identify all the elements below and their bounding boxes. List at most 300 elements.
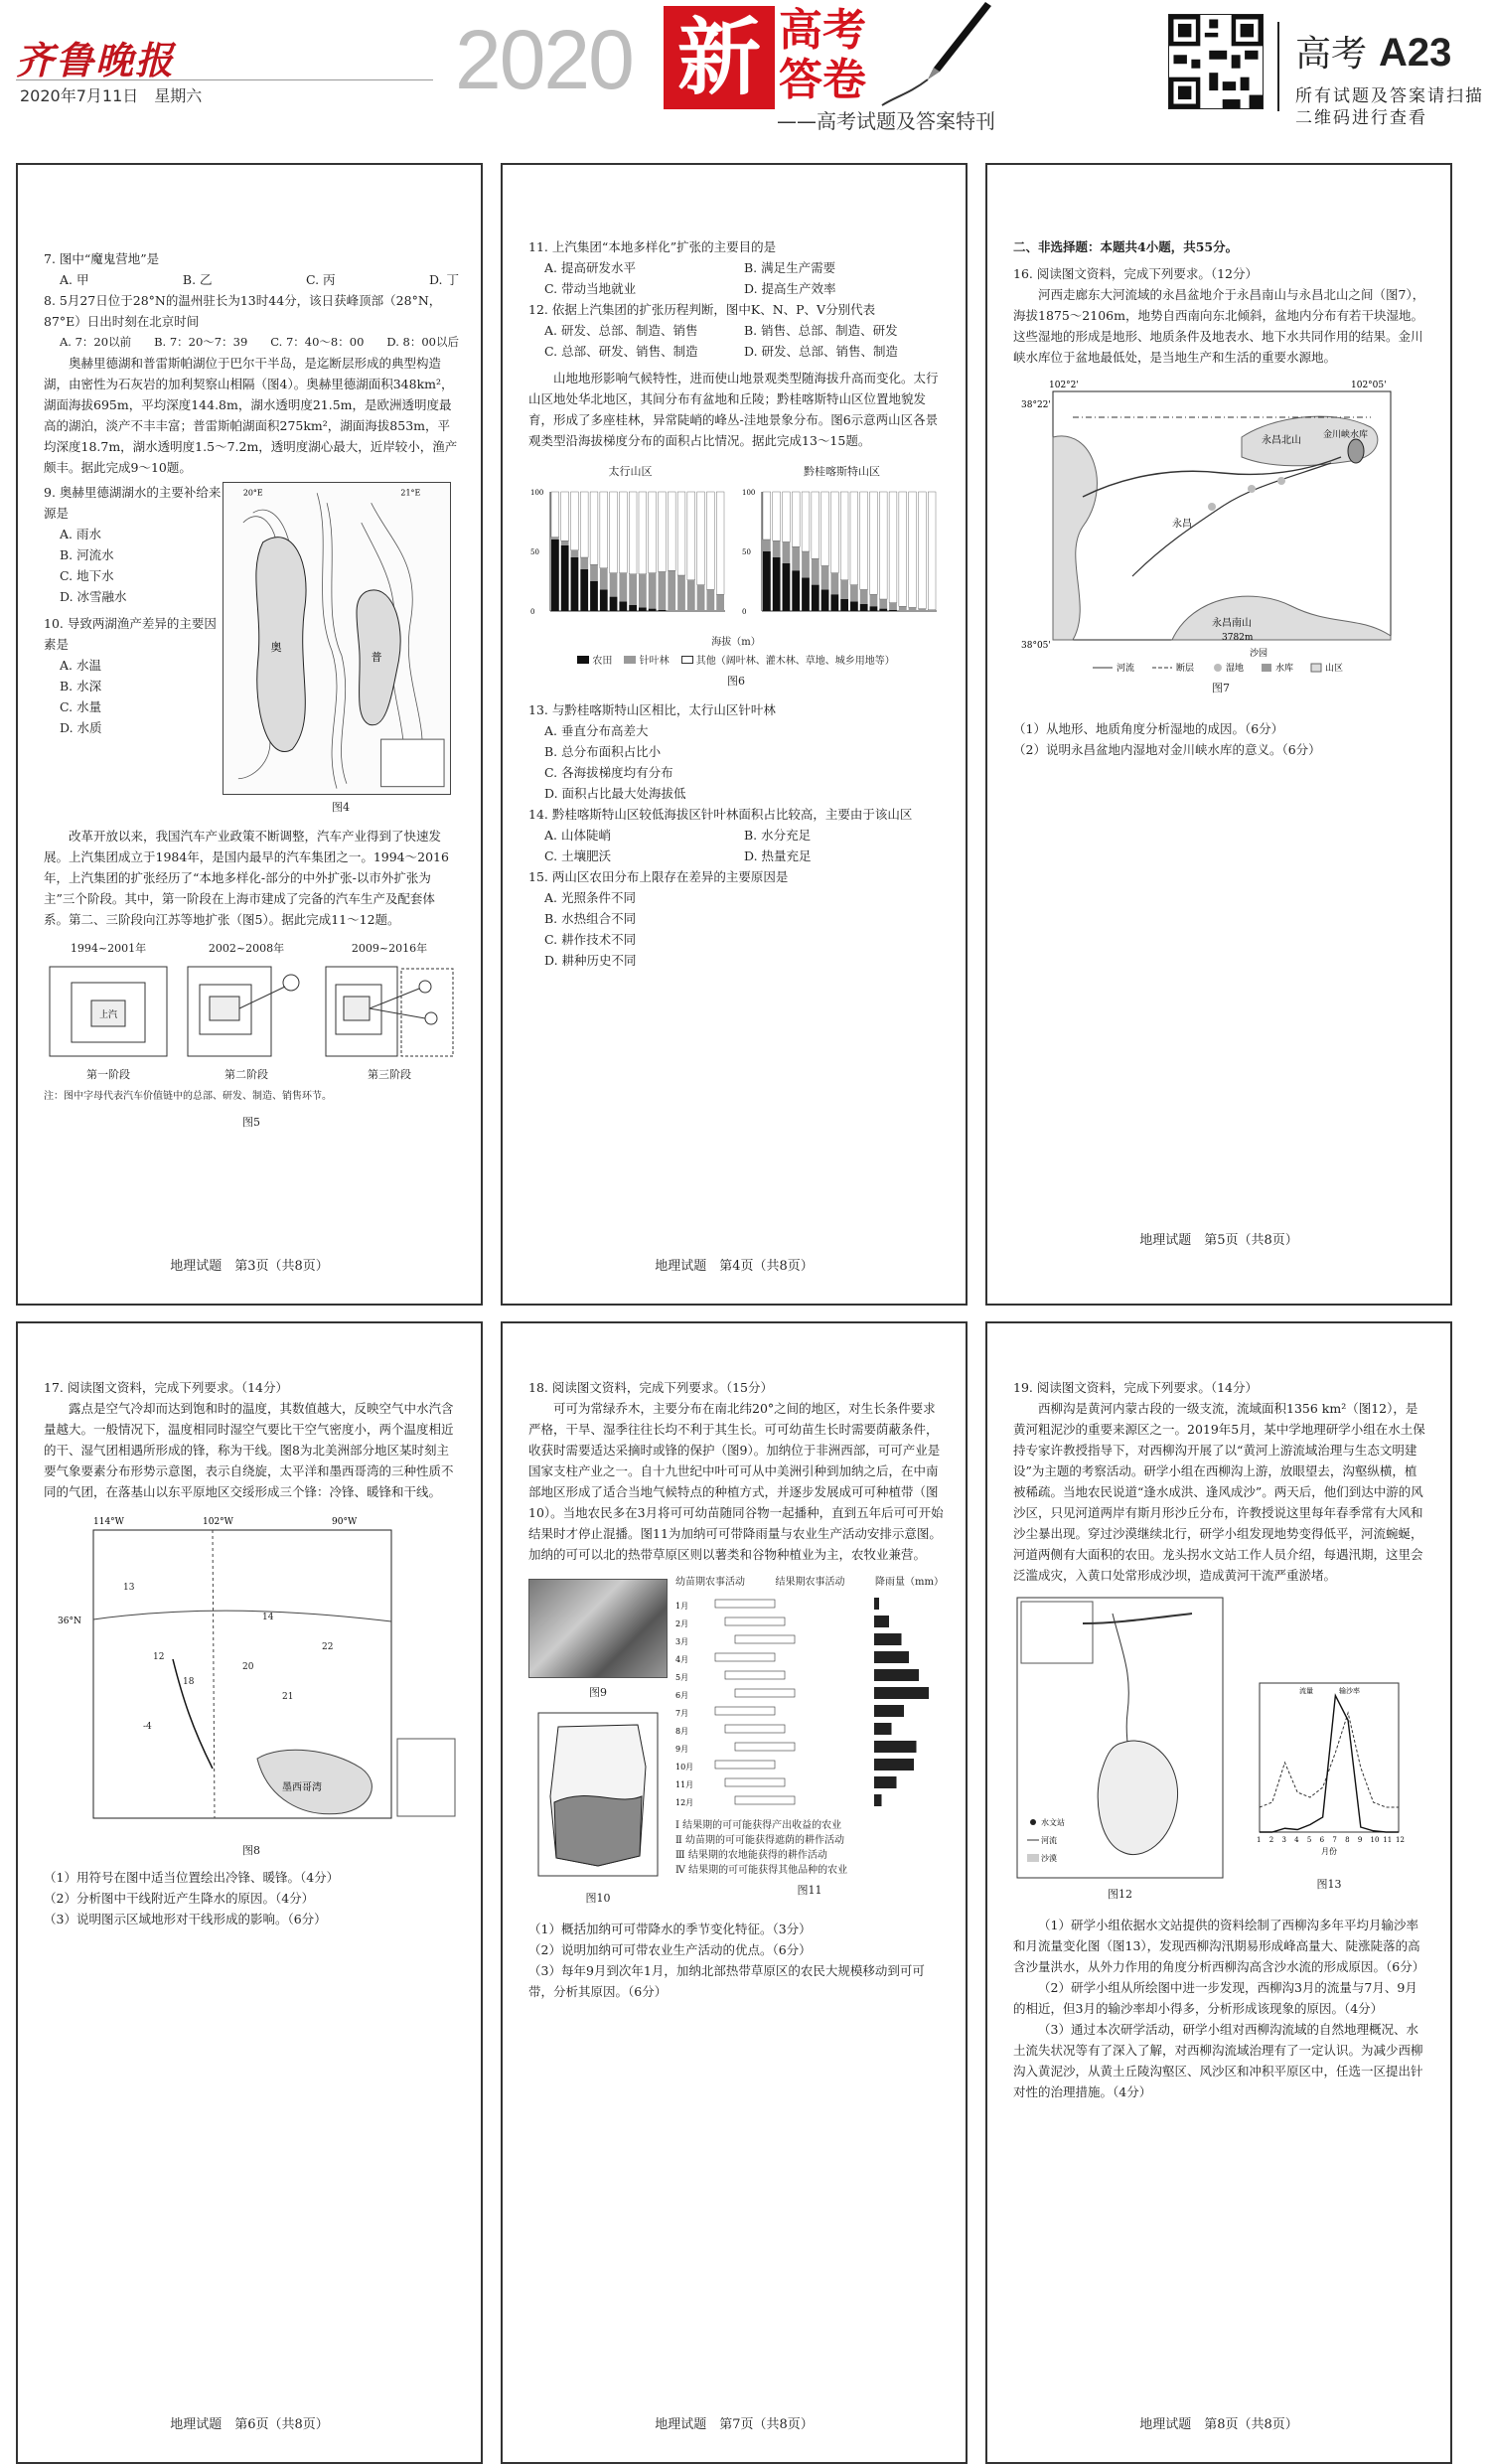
bar-farmland	[821, 589, 829, 611]
activity-bar	[735, 1635, 795, 1643]
month-label: 7月	[675, 1709, 689, 1718]
q7-options: A. 甲 B. 乙 C. 丙 D. 丁	[60, 272, 459, 287]
bar-group	[649, 492, 657, 611]
question-8: 8. 5月27日位于28°N的温州驻长为13时44分，该日获峰顶部（28°N，87°E）日出时刻在北京时间	[44, 293, 442, 329]
fig11-caption: 图11	[797, 1884, 822, 1897]
bar-other	[677, 492, 685, 575]
bar-group	[830, 492, 838, 611]
bar-group	[629, 492, 637, 611]
month-label: 9月	[675, 1745, 689, 1754]
question-15: 15. 两山区农田分布上限存在差异的主要原因是	[528, 869, 789, 884]
bar-other	[860, 492, 868, 589]
north-america-weather-map	[44, 1510, 459, 1838]
fig6-legend: 农田 针叶林 其他（阔叶林、灌木林、草地、城乡用地等）	[528, 654, 944, 669]
bar-group	[619, 492, 627, 611]
svg-text:13: 13	[123, 1583, 135, 1593]
newspaper-header	[0, 0, 1490, 139]
fig6-charts	[528, 459, 944, 635]
svg-text:38°05': 38°05'	[1021, 641, 1051, 651]
bar-other	[840, 492, 848, 580]
month-label: 3月	[675, 1637, 689, 1646]
bar-conifer	[659, 571, 667, 609]
page-7-footer: 地理试题 第7页（共8页）	[655, 2417, 814, 2432]
month-label: 5月	[675, 1673, 689, 1682]
bar-group	[850, 492, 858, 611]
bar-group	[909, 492, 917, 611]
svg-text:102°2': 102°2'	[1049, 381, 1079, 390]
q17-sub1: （1）用符号在图中适当位置绘出冷锋、暖锋。（4分）	[44, 1870, 340, 1885]
page-3-footer: 地理试题 第3页（共8页）	[170, 1259, 329, 1274]
bar-conifer	[697, 585, 705, 611]
bar-group	[590, 492, 598, 611]
q18-sub3: （3）每年9月到次年1月，加纳北部热带草原区的农民大规模移动到可可带，分析其原因。（6分）	[528, 1963, 925, 1999]
rainfall-bar	[874, 1633, 902, 1645]
bar-farmland	[812, 585, 820, 611]
fig5-note: 注：图中字母代表汽车价值链中的总部、研发、制造、销售环节。	[44, 1091, 332, 1102]
bar-group	[879, 492, 887, 611]
bar-conifer	[677, 575, 685, 611]
bar-group	[551, 492, 559, 611]
bar-conifer	[850, 585, 858, 602]
bar-other	[792, 492, 800, 546]
lead-11-12: 改革开放以来，我国汽车产业政策不断调整，汽车产业得到了快速发展。上汽集团成立于1984年，是国内最早的汽车集团之一。1994～2016年，上汽集团的扩张经历了“本地多样化-部分的中外扩张-以市外扩张为主”三个阶段。其中，第一阶段在上海市建成了完备的汽车生产及配套体系。第二、三阶段向江苏等地扩张（图5）。据此完成11～12题。	[44, 829, 449, 927]
bar-other	[610, 492, 618, 573]
bar-other	[870, 492, 878, 594]
bar-group	[580, 492, 588, 611]
bar-conifer	[909, 607, 917, 611]
bar-conifer	[899, 606, 907, 611]
section-nonchoice: 二、非选择题：本题共4小题，共55分。	[1013, 239, 1239, 254]
exam-page-4: 11. 上汽集团“本地多样化”扩张的主要目的是 A. 提高研发水平 B. 满足生产需要 C. 带动当地就业 D. 提高生产效率 12. 依据上汽集团的扩张历程判断，图中K、N、P、V分别代表 A. 研发、总部、制造、销售 B. 销售、总部、制造、研发 C. 总部、研发、销售、制造 D. 研发、总部、销售、制造 山地地形影响气候特性，进而使山地景观类型随海拔升高而变化。太行山区地处华北地区，其间分布有盆地和丘陵；黔桂喀斯特山区位置地貌发育，形成了多座桂林，异常陡峭的峰丛-洼地景象分布。图6示意两山区各景观类型沿海拔梯度分布的面积占比情况。据此完成13～15题。 太行山区 0 50 100 黔桂喀斯特山区 0 50 100 海拔（m） 农田 针叶林 其他（阔叶林、灌木林、草地、城乡用地等） 图6 13. 与黔桂喀斯特山区相比，太行山区针叶林 A. 垂直分布高差大 B. 总分布面积占比小 C. 各海拔梯度均有分布 D. 面积占比最大处海拔低 14. 黔桂喀斯特山区较低海拔区针叶林面积占比较高，主要由于该山区 A. 山体陡峭 B. 水分充足 C. 土壤肥沃 D. 热量充足 15. 两山区农田分布上限存在差异的主要原因是 A. 光照条件不同 B. 水热组合不同 C. 耕作技术不同 D. 耕种历史不同 地理试题 第4页（共8页）	[501, 163, 968, 1306]
svg-text:断层: 断层	[1176, 664, 1195, 674]
karst-bar-chart	[740, 486, 944, 635]
bar-group	[928, 492, 936, 611]
rainfall-bar	[874, 1794, 882, 1806]
bar-conifer	[687, 580, 695, 611]
bar-farmland	[850, 601, 858, 611]
page-8-footer: 地理试题 第8页（共8页）	[1139, 2417, 1298, 2432]
svg-text:普: 普	[371, 650, 382, 664]
month-label: 1月	[675, 1602, 689, 1611]
month-tick: 12	[1396, 1836, 1405, 1844]
rainfall-bar	[874, 1669, 919, 1681]
q8-options: A. 7：20以前 B. 7：20～7：39 C. 7：40～8：00 D. 8：00以后	[60, 335, 459, 349]
activity-bar	[735, 1689, 795, 1697]
bar-other	[706, 492, 714, 589]
q19-sub1: （1）研学小组依据水文站提供的资料绘制了西柳沟多年平均月输沙率和月流量变化图（图13），发现西柳沟汛期易形成峰高量大、陡涨陡落的高含沙量洪水，从外力作用的角度分析西柳沟高含沙水流的形成原因。（6分）	[1013, 1918, 1425, 1974]
q19-sub3: （3）通过本次研学活动，研学小组对西柳沟流域的自然地理概况、水土流失状况等有了深入了解，对西柳沟流域治理有了一定认识。为减少西柳沟入黄泥沙，从黄土丘陵沟壑区、风沙区和冲积平原区中，任选一区提出针对性的治理措施。（4分）	[1013, 2022, 1423, 2099]
bar-farmland	[600, 589, 608, 611]
svg-text:20: 20	[242, 1662, 254, 1672]
bar-other	[551, 492, 559, 538]
bar-conifer	[600, 568, 608, 590]
month-tick: 2	[1268, 1836, 1274, 1844]
bar-group	[821, 492, 829, 611]
svg-text:3782m: 3782m	[1222, 633, 1254, 643]
cocoa-photo	[528, 1579, 668, 1678]
bar-conifer	[821, 565, 829, 589]
taihang-bar-chart	[528, 486, 732, 635]
fig4-caption: 图4	[332, 801, 350, 814]
bar-farmland	[639, 607, 647, 611]
stage-2-diagram	[182, 963, 311, 1062]
fig11-legend: Ⅰ 结果期的可可能获得产出收益的农业 Ⅱ 幼苗期的可可能获得遮荫的耕作活动 Ⅲ 结果期的农地能获得的耕作活动 Ⅳ 结果期的可可能获得其他品种的农业	[675, 1820, 848, 1876]
svg-text:12: 12	[153, 1652, 165, 1662]
bar-other	[649, 492, 657, 573]
bar-farmland	[860, 604, 868, 611]
bar-other	[928, 492, 936, 610]
bar-other	[561, 492, 569, 540]
q16-sub2: （2）说明永昌盆地内湿地对金川峡水库的意义。（6分）	[1013, 742, 1321, 757]
q16-sub1: （1）从地形、地质角度分析湿地的成因。（6分）	[1013, 721, 1284, 736]
bar-other	[629, 492, 637, 574]
gkda-line-1: 高考	[779, 5, 866, 56]
chart-title-karst: 黔桂喀斯特山区	[804, 465, 880, 478]
rainfall-bar	[874, 1598, 879, 1610]
bar-farmland	[580, 569, 588, 611]
activity-bar	[715, 1600, 775, 1608]
svg-text:21°E: 21°E	[400, 488, 421, 498]
svg-text:水文站: 水文站	[1041, 1818, 1065, 1827]
ghana-rainfall-chart	[675, 1590, 944, 1818]
svg-text:奥: 奥	[270, 640, 282, 654]
month-tick: 8	[1345, 1836, 1350, 1844]
yongchang-basin-map	[1013, 378, 1428, 676]
bar-conifer	[889, 603, 897, 610]
page-5-footer: 地理试题 第5页（共8页）	[1139, 1233, 1298, 1248]
month-tick: 7	[1332, 1836, 1337, 1844]
bar-other	[802, 492, 810, 551]
svg-text:100: 100	[742, 489, 756, 497]
bar-conifer	[840, 580, 848, 599]
rainfall-bar	[874, 1687, 929, 1699]
legend-sediment: 输沙率	[1339, 1687, 1360, 1695]
bar-conifer	[619, 573, 627, 602]
lead-16: 河西走廊东大河流域的永昌盆地介于永昌南山与永昌北山之间（图7），海拔1875～2106m，地势自西南向东北倾斜，盆地内分布有若干块湿地。这些湿地的形成是地形、地质条件及地表水、地下水共同作用的结果。金川峡水库位于盆地最低处，是当地生产和生活的重要水源地。	[1013, 287, 1425, 365]
stage-1-diagram	[44, 963, 173, 1062]
activity-bar	[725, 1725, 785, 1733]
bar-conifer	[561, 540, 569, 545]
svg-text:0: 0	[530, 608, 535, 616]
stage-3-diagram	[320, 963, 459, 1062]
q17-sub2: （2）分析图中干线附近产生降水的原因。（4分）	[44, 1891, 315, 1906]
header-year: 2020	[455, 13, 633, 106]
lead-18: 可可为常绿乔木，主要分布在南北纬20°之间的地区，对生长条件要求严格，干旱、湿季往往长均不利于其生长。可可幼苗生长时需要荫蔽条件，收获时需要适达采摘时或锋的保护（图9）。加纳位于非洲西部，可可产业是国家支柱产业之一。自十九世纪中叶可可从中美洲引种到加纳之后，在中南部地区形成了适合当地气候特点的种植方式，并逐步发展成可可种植带（图10）。当地农民多在3月将可可幼苗随同谷物一起播种，直到五年后可可开始结果时才停止混播。图11为加纳可可带降雨量与农业生产活动安排示意图。加纳的可可以北的热带草原区则以薯类和谷物种植业为主，农牧业兼营。	[528, 1401, 944, 1562]
bar-other	[830, 492, 838, 573]
svg-text:20°E: 20°E	[242, 488, 263, 498]
svg-text:河流: 河流	[1117, 664, 1135, 674]
svg-text:墨西哥湾: 墨西哥湾	[282, 1782, 322, 1793]
svg-text:-4: -4	[143, 1722, 152, 1732]
bar-conifer	[812, 558, 820, 584]
svg-text:38°22': 38°22'	[1021, 400, 1051, 410]
bar-other	[580, 492, 588, 557]
bar-other	[889, 492, 897, 603]
bar-group	[610, 492, 618, 611]
exam-page-3: 7. 图中“魔鬼营地”是 A. 甲 B. 乙 C. 丙 D. 丁 8. 5月27日位于28°N的温州驻长为13时44分，该日获峰顶部（28°N，87°E）日出时刻在北京时间 A. 7：20以前 B. 7：20～7：39 C. 7：40～8：00 D. 8：00以后 奥赫里德湖和普雷斯帕湖位于巴尔干半岛，是迄断层形成的典型构造湖，由密性为石灰岩的加利契察山相隔（图4）。奥赫里德湖面积348km²，湖面海拔695m，平均深度144.8m，湖水透明度21.5m，是欧洲透明度最高的湖泊，淡产不丰丰富；普雷斯帕湖面积275km²，湖面海拔853m，平均深度18.7m，湖水透明度1.5～7.2m，透明度湖心最大，近岸较小，渔产颇丰。据此完成9～10题。 9. 奥赫里德湖湖水的主要补给来源是 A. 雨水 B. 河流水 C. 地下水 D. 冰雪融水 10. 导致两湖渔产差异的主要因素是 A. 水温 B. 水深 C. 水量 D. 水质 奥 普 20°E 21°E 图4 改革开放以来，我国汽车产业政策不断调整，汽车产业得到了快速发展。上汽集团成立于1984年，是国内最早的汽车集团之一。1994～2016年，上汽集团的扩张经历了“本地多样化-部分的中外扩张-以市外扩张为主”三个阶段。其中，第一阶段在上海市建成了完备的汽车生产及配套体系。第二、三阶段向江苏等地扩张（图5）。据此完成11～12题。 1994~2001年 上汽 第一阶段 2002~2008年 第二阶段 2009~2016年 第三阶段 注：图中字母代表汽车价值链中的总部、研发、制造、销售环节。 图5 地理试题 第3页（共8页）	[16, 163, 483, 1306]
fig6-xlabel: 海拔（m）	[711, 637, 761, 648]
month-tick: 6	[1319, 1836, 1325, 1844]
bar-other	[909, 492, 917, 607]
activity-bar	[735, 1743, 795, 1751]
lead-19: 西柳沟是黄河内蒙古段的一级支流，流域面积1356 km²（图12），是黄河粗泥沙的重要来源区之一。2019年5月，某中学地理研学小组在水土保持专家许教授指导下，对西柳沟开展了以“黄河上游流域治理与生态文明建设”为主题的考察活动。研学小组在西柳沟上游，放眼望去，沟壑纵横，植被稀疏。当地农民说道“逢水成洪、逢风成沙”。两天后，他们到达中游的风沙区，只见河道两岸有斯月形沙丘分布，许教授说这里每年春季常有大风和沙尘暴出现。穿过沙漠继续北行，研学小组发现地势变得低平，河流蜿蜒，河道两侧有大面积的农田。龙头拐水文站工作人员介绍，每遇汛期，这里会泛滥成灾，入黄口处常形成沙坝，造成黄河干流严重淤堵。	[1013, 1401, 1425, 1583]
svg-text:102°05': 102°05'	[1351, 381, 1387, 390]
activity-bar	[735, 1796, 795, 1804]
bar-farmland	[792, 570, 800, 611]
month-label: 11月	[675, 1780, 694, 1789]
bar-conifer	[629, 574, 637, 605]
q19-sub2: （2）研学小组从所绘图中进一步发现，西柳沟3月的流量与7月、9月的相近，但3月的输沙率却小得多，分析形成该现象的原因。（4分）	[1013, 1980, 1417, 2016]
rainfall-bar	[874, 1723, 892, 1735]
exam-page-6	[16, 1321, 483, 2464]
bar-farmland	[783, 563, 791, 611]
sediment-line	[1260, 1696, 1399, 1833]
bar-other	[773, 492, 781, 540]
bar-group	[706, 492, 714, 611]
xiliugou-flow-sediment-chart	[1230, 1673, 1428, 1872]
question-7: 7. 图中“魔鬼营地”是	[44, 251, 160, 266]
lake-map-figure	[223, 482, 451, 795]
bar-group	[716, 492, 724, 611]
bar-other	[850, 492, 858, 585]
month-tick: 4	[1294, 1836, 1299, 1844]
legend-flow: 流量	[1299, 1687, 1313, 1695]
bar-conifer	[802, 551, 810, 577]
month-label: 2月	[675, 1619, 689, 1628]
bar-other	[571, 492, 579, 550]
header-gaokao-dajuan	[779, 6, 882, 109]
bar-farmland	[773, 557, 781, 611]
ghana-map	[528, 1707, 668, 1886]
bar-farmland	[763, 551, 771, 611]
rainfall-bar	[874, 1759, 914, 1771]
svg-text:50: 50	[530, 548, 539, 556]
bar-group	[687, 492, 695, 611]
svg-text:114°W: 114°W	[93, 1517, 124, 1527]
bar-group	[763, 492, 771, 611]
exam-page-7: 18. 阅读图文资料，完成下列要求。（15分） 可可为常绿乔木，主要分布在南北纬20°之间的地区，对生长条件要求严格，干旱、湿季往往长均不利于其生长。可可幼苗生长时需要荫蔽条件，收获时需要适达采摘时或锋的保护（图9）。加纳位于非洲西部，可可产业是国家支柱产业之一。自十九世纪中叶可可从中美洲引种到加纳之后，在中南部地区形成了适合当地气候特点的种植方式，并逐步发展成可可种植带（图10）。当地农民多在3月将可可幼苗随同谷物一起播种，直到五年后可可开始结果时才停止混播。图11为加纳可可带降雨量与农业生产活动安排示意图。加纳的可可以北的热带草原区则以薯类和谷物种植业为主，农牧业兼营。 图9 图10 幼苗期农事活动 结果期农事活动 降雨量（mm） 1月 2月 3月 4月 5月 6月 7月 8月 9月 10月 11月 12月 Ⅰ 结果期的可可能获得产出收益的农业 Ⅱ 幼苗期的可可能获得遮荫的耕作活动 Ⅲ 结果期的农地能获得的耕作活动 Ⅳ 结果期的可可能获得其他品种的农业 图11 （1）概括加纳可可带降水的季节变化特征。（3分） （2）说明加纳可可带农业生产活动的优点。（6分） （3）每年9月到次年1月，加纳北部热带草原区的农民大规模移动到可可带，分析其原因。（6分） 地理试题 第7页（共8页）	[501, 1321, 968, 2464]
month-label: 10月	[675, 1763, 694, 1771]
bar-conifer	[649, 573, 657, 609]
newspaper-logo: 齐鲁晚报	[16, 38, 176, 82]
header-vertical-rule	[1277, 22, 1279, 111]
month-tick: 5	[1306, 1836, 1312, 1844]
q18-sub2: （2）说明加纳可可带农业生产活动的优点。（6分）	[528, 1942, 812, 1957]
activity-bar	[715, 1653, 775, 1661]
gkda-line-2: 答卷	[779, 55, 866, 105]
fig9-caption: 图9	[589, 1686, 607, 1699]
bar-conifer	[668, 570, 675, 611]
activity-bar	[725, 1671, 785, 1679]
lead-17: 露点是空气冷却而达到饱和时的温度，其数值越大，反映空气中水汽含量越大。一般情况下，温度相同时湿空气要比干空气密度小，两个温度相近的干、湿气团相遇所形成的锋，称为干线。图8为北美洲部分地区某时刻主要气象要素分布形势示意图，表示自绕旋，太平洋和墨西哥湾的三种性质不同的气团，在落基山以东平原地区交绥形成三个锋：冷锋、暖锋和干线。	[44, 1401, 454, 1499]
q17-sub3: （3）说明图示区域地形对干线形成的影响。（6分）	[44, 1912, 327, 1926]
bar-group	[668, 492, 675, 611]
bar-farmland	[879, 609, 887, 611]
bar-conifer	[918, 609, 926, 611]
bar-group	[889, 492, 897, 611]
bar-conifer	[706, 589, 714, 611]
question-9: 9. 奥赫里德湖湖水的主要补给来源是	[44, 485, 222, 521]
bar-other	[918, 492, 926, 609]
svg-text:金川峡水库: 金川峡水库	[1323, 430, 1369, 440]
bar-group	[697, 492, 705, 611]
svg-text:0: 0	[742, 608, 747, 616]
bar-group	[773, 492, 781, 611]
question-10: 10. 导致两湖渔产差异的主要因素是	[44, 616, 217, 652]
header-xin-block: 新	[664, 6, 775, 109]
bar-group	[600, 492, 608, 611]
svg-text:50: 50	[742, 548, 751, 556]
bar-group	[802, 492, 810, 611]
bar-farmland	[830, 594, 838, 611]
bar-farmland	[840, 599, 848, 611]
issue-date: 2020年7月11日 星期六	[20, 86, 203, 105]
svg-text:22: 22	[322, 1642, 334, 1652]
bar-group	[659, 492, 667, 611]
svg-text:永昌北山: 永昌北山	[1262, 435, 1301, 446]
month-tick: 11	[1383, 1836, 1393, 1844]
bar-group	[840, 492, 848, 611]
bar-conifer	[571, 550, 579, 557]
page-number: A23	[1379, 31, 1452, 75]
svg-text:永昌南山: 永昌南山	[1212, 618, 1252, 629]
bar-group	[571, 492, 579, 611]
svg-text:永昌: 永昌	[1172, 519, 1192, 530]
bar-other	[763, 492, 771, 539]
bar-farmland	[619, 601, 627, 611]
activity-bar	[725, 1617, 785, 1625]
bar-conifer	[830, 573, 838, 595]
bar-farmland	[610, 597, 618, 611]
bar-farmland	[870, 606, 878, 611]
bar-group	[918, 492, 926, 611]
bar-other	[716, 492, 724, 594]
bar-group	[561, 492, 569, 611]
bar-group	[870, 492, 878, 611]
fig5-caption: 图5	[242, 1116, 260, 1129]
bar-other	[668, 492, 675, 570]
bar-other	[659, 492, 667, 571]
question-19: 19. 阅读图文资料，完成下列要求。（14分）	[1013, 1380, 1259, 1395]
bar-conifer	[610, 573, 618, 597]
svg-text:14: 14	[262, 1613, 274, 1622]
month-label: 6月	[675, 1691, 689, 1700]
bar-farmland	[659, 610, 667, 611]
month-label: 8月	[675, 1727, 689, 1736]
bar-conifer	[716, 594, 724, 611]
bar-conifer	[580, 557, 588, 569]
bar-other	[812, 492, 820, 558]
bar-other	[639, 492, 647, 574]
rainfall-bar	[874, 1705, 904, 1717]
month-tick: 9	[1357, 1836, 1363, 1844]
bar-conifer	[792, 546, 800, 570]
month-tick: 1	[1257, 1836, 1262, 1844]
question-12: 12. 依据上汽集团的扩张历程判断，图中K、N、P、V分别代表	[528, 302, 876, 317]
bar-other	[783, 492, 791, 541]
svg-text:90°W: 90°W	[332, 1517, 358, 1527]
bar-group	[812, 492, 820, 611]
activity-bar	[715, 1707, 775, 1715]
bar-other	[687, 492, 695, 580]
svg-text:18: 18	[183, 1677, 195, 1687]
bar-conifer	[783, 541, 791, 563]
bar-other	[590, 492, 598, 564]
fig5-stages: 1994~2001年 上汽 第一阶段 2002~2008年 第二阶段 2009~2016年 第三阶段	[44, 936, 459, 1089]
month-label: 12月	[675, 1798, 694, 1807]
question-14: 14. 黔桂喀斯特山区较低海拔区针叶林面积占比较高，主要由于该山区	[528, 807, 913, 822]
rainfall-bar	[874, 1741, 917, 1753]
fig13-caption: 图13	[1316, 1878, 1342, 1891]
q18-sub1: （1）概括加纳可可带降水的季节变化特征。（3分）	[528, 1922, 812, 1936]
bar-farmland	[571, 557, 579, 611]
svg-text:100: 100	[530, 489, 544, 497]
bar-conifer	[590, 564, 598, 581]
bar-farmland	[802, 577, 810, 611]
svg-text:湿地: 湿地	[1226, 664, 1245, 674]
chart-title-taihang: 太行山区	[608, 465, 653, 478]
fig12-caption: 图12	[1108, 1888, 1132, 1901]
rainfall-bar	[874, 1651, 909, 1663]
rainfall-bar	[874, 1776, 897, 1788]
fig8-caption: 图8	[242, 1844, 260, 1857]
bar-conifer	[763, 539, 771, 551]
svg-text:水库: 水库	[1275, 664, 1294, 674]
bar-conifer	[879, 599, 887, 609]
svg-text:山区: 山区	[1325, 664, 1344, 674]
bar-group	[899, 492, 907, 611]
page-6-footer: 地理试题 第6页（共8页）	[170, 2417, 329, 2432]
svg-text:河流: 河流	[1041, 1836, 1057, 1845]
bar-conifer	[870, 594, 878, 606]
month-tick: 3	[1281, 1836, 1286, 1844]
bar-farmland	[590, 581, 598, 611]
svg-text:21: 21	[282, 1692, 294, 1702]
qr-code-icon[interactable]	[1168, 14, 1264, 109]
exam-page-8	[985, 1321, 1452, 2464]
lead-13-15: 山地地形影响气候特性，进而使山地景观类型随海拔升高而变化。太行山区地处华北地区，其间分布有盆地和丘陵；黔桂喀斯特山区位置地貌发育，形成了多座桂林，异常陡峭的峰丛-洼地景象分布。图6示意两山区各景观类型沿海拔梯度分布的面积占比情况。据此完成13～15题。	[528, 371, 939, 448]
bar-farmland	[629, 605, 637, 611]
bar-conifer	[773, 540, 781, 557]
fig13-xlabel: 月份	[1321, 1847, 1337, 1856]
svg-text:36°N: 36°N	[58, 1617, 81, 1626]
svg-text:上汽: 上汽	[99, 1010, 118, 1020]
bar-other	[600, 492, 608, 568]
header-subtitle: ——高考试题及答案特刊	[777, 109, 995, 133]
question-18: 18. 阅读图文资料，完成下列要求。（15分）	[528, 1380, 774, 1395]
question-17: 17. 阅读图文资料，完成下列要求。（14分）	[44, 1380, 289, 1395]
bar-other	[619, 492, 627, 573]
month-label: 4月	[675, 1655, 689, 1664]
fig10-caption: 图10	[585, 1892, 611, 1905]
bar-farmland	[561, 545, 569, 611]
bar-farmland	[649, 609, 657, 611]
lead-9-10: 奥赫里德湖和普雷斯帕湖位于巴尔干半岛，是迄断层形成的典型构造湖，由密性为石灰岩的加利契察山相隔（图4）。奥赫里德湖面积348km²，湖面海拔695m，平均深度144.8m，湖水透明度21.5m，是欧洲透明度最高的湖泊，淡产不丰丰富；普雷斯帕湖面积275km²，湖面海拔853m，平均深度18.7m，湖水透明度1.5～7.2m，透明度湖心最大，近岸较小，渔产颇丰。据此完成9～10题。	[44, 356, 458, 475]
bar-group	[860, 492, 868, 611]
svg-text:沙漠: 沙漠	[1041, 1854, 1057, 1863]
question-16: 16. 阅读图文资料，完成下列要求。（12分）	[1013, 266, 1259, 281]
bar-farmland	[551, 539, 559, 611]
activity-bar	[715, 1761, 775, 1769]
rainfall-bar	[874, 1616, 889, 1627]
activity-bar	[725, 1778, 785, 1786]
page-4-footer: 地理试题 第4页（共8页）	[655, 1259, 814, 1274]
fig7-caption: 图7	[1212, 682, 1230, 694]
qr-note: 所有试题及答案请扫描二维码进行查看	[1295, 86, 1484, 128]
bar-other	[899, 492, 907, 606]
bar-conifer	[860, 589, 868, 603]
svg-text:沙园: 沙园	[1250, 649, 1268, 659]
